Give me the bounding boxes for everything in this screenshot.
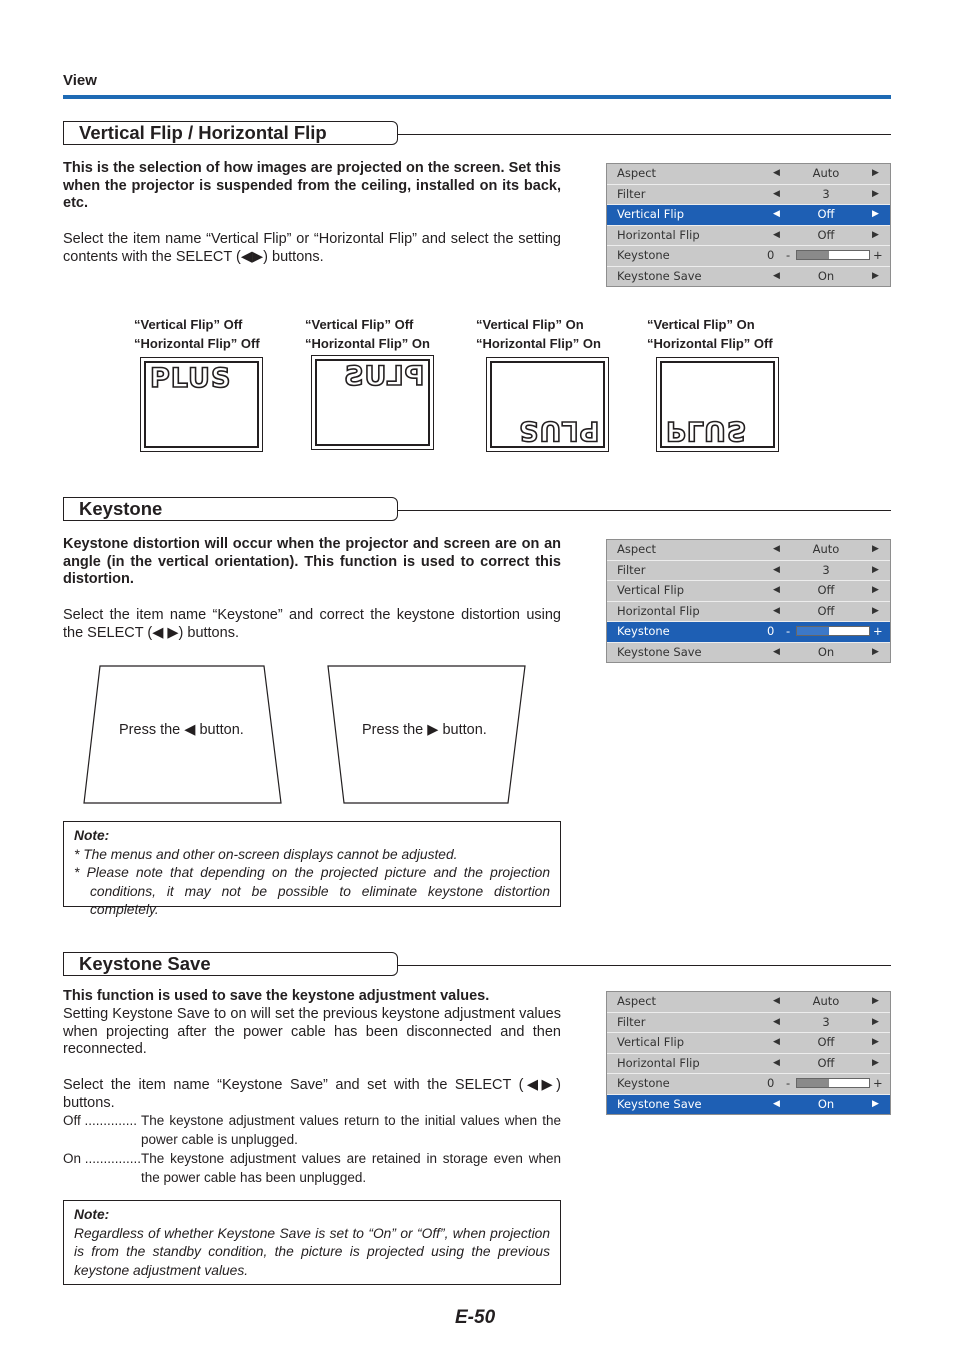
option-on bbox=[63, 1150, 561, 1187]
flip-example-vertical bbox=[656, 357, 779, 452]
note-title: Note: bbox=[74, 828, 110, 843]
note-title: Note: bbox=[74, 1207, 110, 1222]
keystone-save-intro: Setting Keystone Save to on will set the previous keystone adjustment values when projecting after the power cable has been disconnected and then reconnected. bbox=[63, 1006, 561, 1057]
note-item: * Please note that depending on the projected picture and the projection conditions, it may not be possible to eliminate keystone distortion completely. bbox=[74, 865, 550, 917]
menu-row-keystone: Keystone 0 - + bbox=[607, 246, 890, 267]
plus-logo: PLUS bbox=[342, 361, 424, 392]
flip-caption-3: “Vertical Flip” On “Horizontal Flip” On bbox=[476, 317, 601, 351]
plus-logo: PLUS bbox=[150, 363, 232, 394]
menu-row-keystone-save: Keystone Save ◀ On ▶ bbox=[617, 268, 879, 283]
menu-row-filter: Filter ◀ 3 ▶ bbox=[607, 185, 890, 206]
keystone-slider bbox=[796, 250, 870, 260]
section-rule bbox=[398, 510, 891, 511]
menu-row-vertical-flip: Vertical Flip ◀ Off ▶ bbox=[607, 581, 890, 602]
menu-row-vertical-flip: Vertical Flip ◀ Off ▶ bbox=[607, 205, 890, 226]
option-term: On ............... bbox=[63, 1151, 142, 1166]
option-desc: The keystone adjustment values return to the initial values when the power cable is unplugged. bbox=[141, 1113, 561, 1147]
flip-instruction: Select the item name “Vertical Flip” or “Horizontal Flip” and select the setting contents with the SELECT (◀▶) buttons. bbox=[63, 231, 561, 265]
option-off bbox=[63, 1112, 561, 1149]
flip-caption-1: “Vertical Flip” Off “Horizontal Flip” Off bbox=[134, 317, 260, 351]
menu-row-keystone-save: Keystone Save ◀ On ▶ bbox=[607, 1095, 890, 1115]
osd-menu-keystone bbox=[606, 539, 891, 663]
flip-example-both bbox=[486, 357, 609, 452]
section-rule bbox=[398, 965, 891, 966]
menu-row-horizontal-flip: Horizontal Flip ◀ Off ▶ bbox=[607, 602, 890, 623]
section-title-keystone-save: Keystone Save bbox=[63, 952, 398, 976]
note-text: Regardless of whether Keystone Save is set to “On” or “Off”, when projection is from the standby condition, the picture is projected using the previous keystone adjustment values. bbox=[74, 1225, 550, 1278]
menu-row-aspect: Aspect ◀ Auto ▶ bbox=[607, 992, 890, 1013]
keystone-intro: Keystone distortion will occur when the projector and screen are on an angle (in the vertical orientation). This function is used to correct this distortion. bbox=[63, 536, 561, 587]
header-section-label: View bbox=[63, 72, 97, 89]
section-rule bbox=[398, 134, 891, 135]
option-desc: The keystone adjustment values are retained in storage even when the power cable has been unplugged. bbox=[141, 1151, 561, 1185]
menu-row-keystone-save: Keystone Save ◀ On ▶ bbox=[617, 644, 879, 659]
keystone-note bbox=[63, 821, 561, 917]
osd-menu-keystone-save bbox=[606, 991, 891, 1115]
menu-row-horizontal-flip: Horizontal Flip ◀ Off ▶ bbox=[607, 226, 890, 247]
section-title-flip: Vertical Flip / Horizontal Flip bbox=[63, 121, 398, 145]
menu-row-keystone: Keystone 0 - + bbox=[607, 622, 890, 643]
option-term: Off .............. bbox=[63, 1113, 138, 1128]
keystone-save-note bbox=[63, 1200, 561, 1285]
flip-example-horizontal bbox=[311, 355, 434, 450]
section-title-keystone: Keystone bbox=[63, 497, 398, 521]
keystone-left-label: Press the ◀ button. bbox=[119, 722, 244, 738]
note-item: * The menus and other on-screen displays cannot be adjusted. bbox=[74, 846, 458, 862]
osd-menu-flip bbox=[606, 163, 891, 287]
menu-row-filter: Filter ◀ 3 ▶ bbox=[607, 1013, 890, 1034]
page-number: E-50 bbox=[455, 1307, 496, 1328]
menu-row-aspect: Aspect ◀ Auto ▶ bbox=[607, 540, 890, 561]
plus-logo: PLUS bbox=[517, 415, 599, 446]
flip-example-normal bbox=[140, 357, 263, 452]
plus-logo: PLUS bbox=[666, 415, 748, 446]
header-rule bbox=[63, 95, 891, 99]
keystone-save-intro-bold: This function is used to save the keystone adjustment values. bbox=[63, 988, 490, 1004]
keystone-instruction: Select the item name “Keystone” and correct the keystone distortion using the SELECT (◀ ▶) buttons. bbox=[63, 607, 561, 641]
menu-row-vertical-flip: Vertical Flip ◀ Off ▶ bbox=[607, 1033, 890, 1054]
keystone-slider bbox=[796, 1078, 870, 1088]
keystone-save-instruction: Select the item name “Keystone Save” and set with the SELECT (◀▶) buttons. bbox=[63, 1077, 561, 1111]
keystone-slider-fill bbox=[797, 251, 829, 259]
menu-row-horizontal-flip: Horizontal Flip ◀ Off ▶ bbox=[607, 1054, 890, 1075]
keystone-slider-fill bbox=[797, 1079, 829, 1087]
menu-row-keystone: Keystone 0 - + bbox=[607, 1074, 890, 1095]
keystone-right-label: Press the ▶ button. bbox=[362, 722, 487, 738]
flip-caption-4: “Vertical Flip” On “Horizontal Flip” Off bbox=[647, 317, 773, 351]
flip-intro: This is the selection of how images are projected on the screen. Set this when the projector is suspended from the ceiling, installed on its back, etc. bbox=[63, 160, 561, 211]
menu-row-filter: Filter ◀ 3 ▶ bbox=[607, 561, 890, 582]
flip-caption-2: “Vertical Flip” Off “Horizontal Flip” On bbox=[305, 317, 430, 351]
keystone-slider-fill bbox=[797, 627, 829, 635]
menu-row-aspect: Aspect ◀ Auto ▶ bbox=[607, 164, 890, 185]
keystone-slider bbox=[796, 626, 870, 636]
